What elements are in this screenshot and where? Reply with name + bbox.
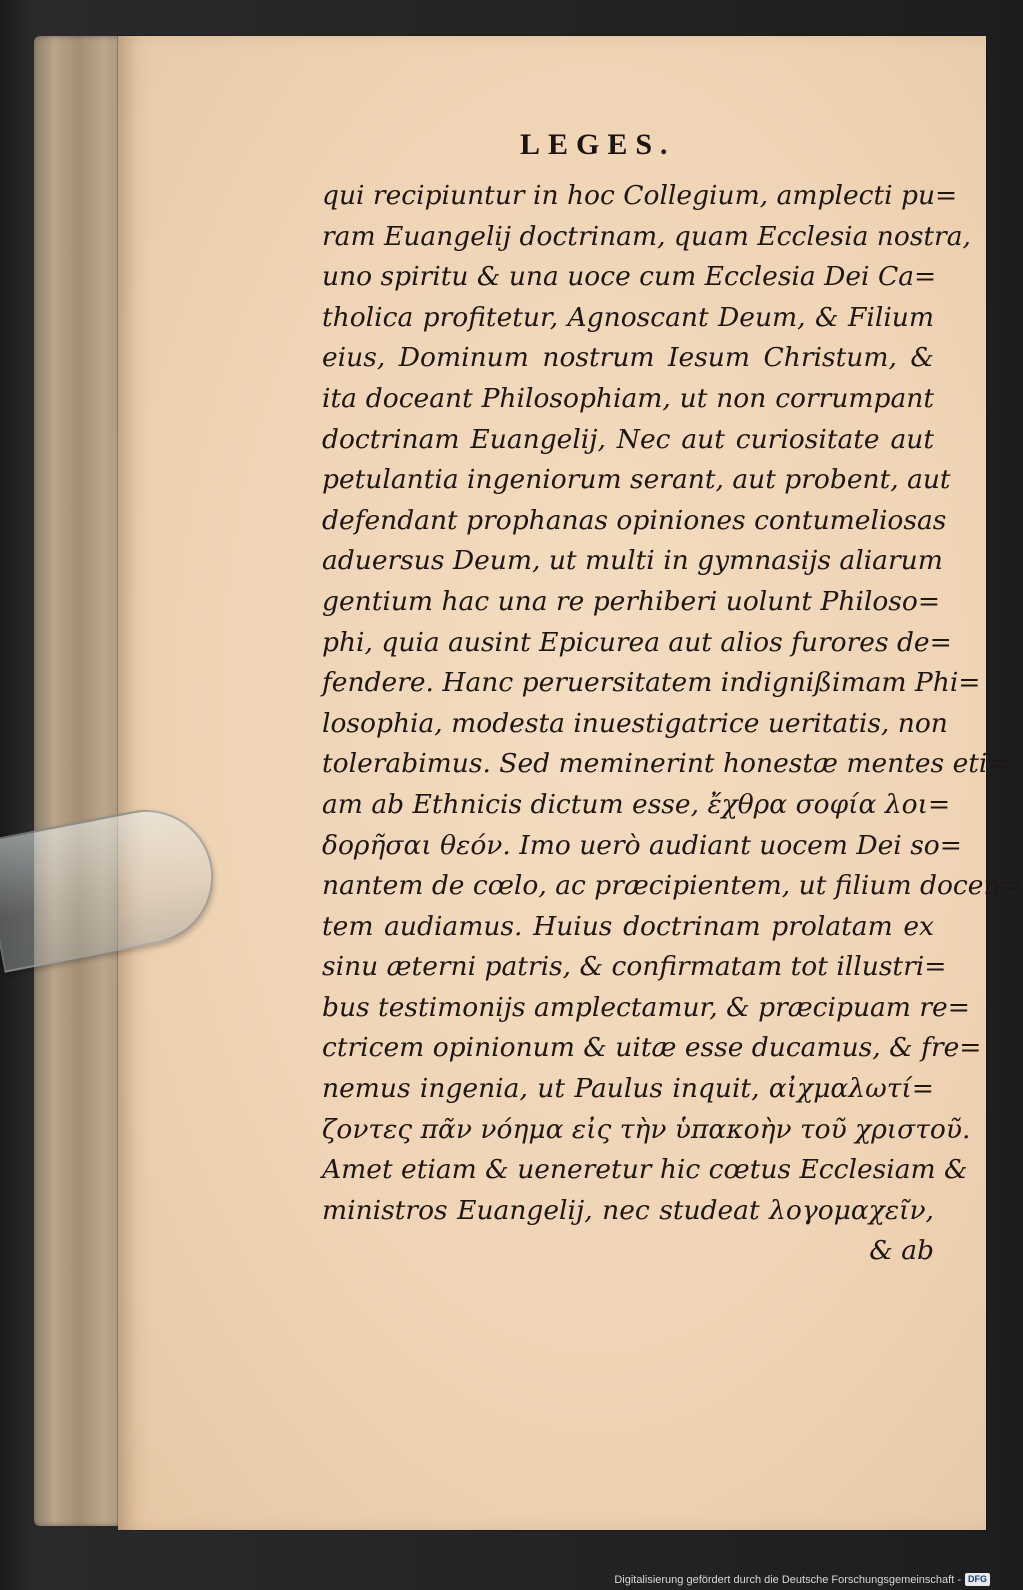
text-line: Amet etiam & ueneretur hic cœtus Ecclesiam & xyxy=(322,1154,968,1186)
digitization-footer xyxy=(614,1573,990,1586)
text-line: fendere. Hanc peruersitatem indignißimam Phi= xyxy=(322,667,981,699)
text-line: tem audiamus. Huius doctrinam prolatam ex xyxy=(322,910,934,942)
text-line: uno spiritu & una uoce cum Ecclesia Dei Ca= xyxy=(322,261,937,293)
text-line: tolerabimus. Sed meminerint honestæ mentes eti= xyxy=(322,748,1010,780)
running-heading: LEGES. xyxy=(520,128,676,161)
text-line: gentium hac una re perhiberi uolunt Philoso= xyxy=(322,585,941,617)
text-line: nemus ingenia, ut Paulus inquit, αἰχμαλωτί= xyxy=(322,1073,934,1105)
body-text xyxy=(322,176,1023,1272)
text-line: ministros Euangelij, nec studeat λογομαχεῖν, xyxy=(322,1194,934,1226)
footer-credit: Digitalisierung gefördert durch die Deutsche Forschungsgemeinschaft - xyxy=(614,1573,961,1586)
text-line: ram Euangelij doctrinam, quam Ecclesia nostra, xyxy=(322,220,971,252)
text-line: δορῆσαι θεόν. Imo uerò audiant uocem Dei so= xyxy=(322,829,962,861)
text-line: qui recipiuntur in hoc Collegium, amplecti pu= xyxy=(322,180,958,211)
catchword: & ab xyxy=(869,1235,934,1267)
text-line: doctrinam Euangelij, Nec aut curiositate aut xyxy=(322,423,934,455)
text-line: petulantia ingeniorum serant, aut probent, aut xyxy=(322,464,951,496)
text-line: aduersus Deum, ut multi in gymnasijs aliarum xyxy=(322,545,943,577)
text-line: bus testimonijs amplectamur, & præcipuam re= xyxy=(322,991,970,1023)
dfg-logo-icon: DFG xyxy=(965,1573,990,1586)
text-line: ita doceant Philosophiam, ut non corrumpant xyxy=(322,382,934,414)
text-line: losophia, modesta inuestigatrice ueritatis, non xyxy=(322,707,948,739)
text-line: eius, Dominum nostrum Iesum Christum, & xyxy=(322,342,934,374)
text-line: am ab Ethnicis dictum esse, ἔχθρα σοφία λοι= xyxy=(322,788,951,820)
text-line: ctricem opinionum & uitæ esse ducamus, & fre= xyxy=(322,1032,982,1064)
text-line: tholica profitetur, Agnoscant Deum, & Filium xyxy=(322,301,934,333)
text-line: phi, quia ausint Epicurea aut alios furores de= xyxy=(322,626,952,658)
text-line: ζοντες πᾶν νόημα εἰς τὴν ὑπακοὴν τοῦ χριστοῦ. xyxy=(322,1113,971,1145)
text-line: nantem de cœlo, ac præcipientem, ut filium docen= xyxy=(322,870,1023,902)
text-line: defendant prophanas opiniones contumeliosas xyxy=(322,504,947,536)
text-line: sinu æterni patris, & confirmatam tot illustri= xyxy=(322,951,947,983)
